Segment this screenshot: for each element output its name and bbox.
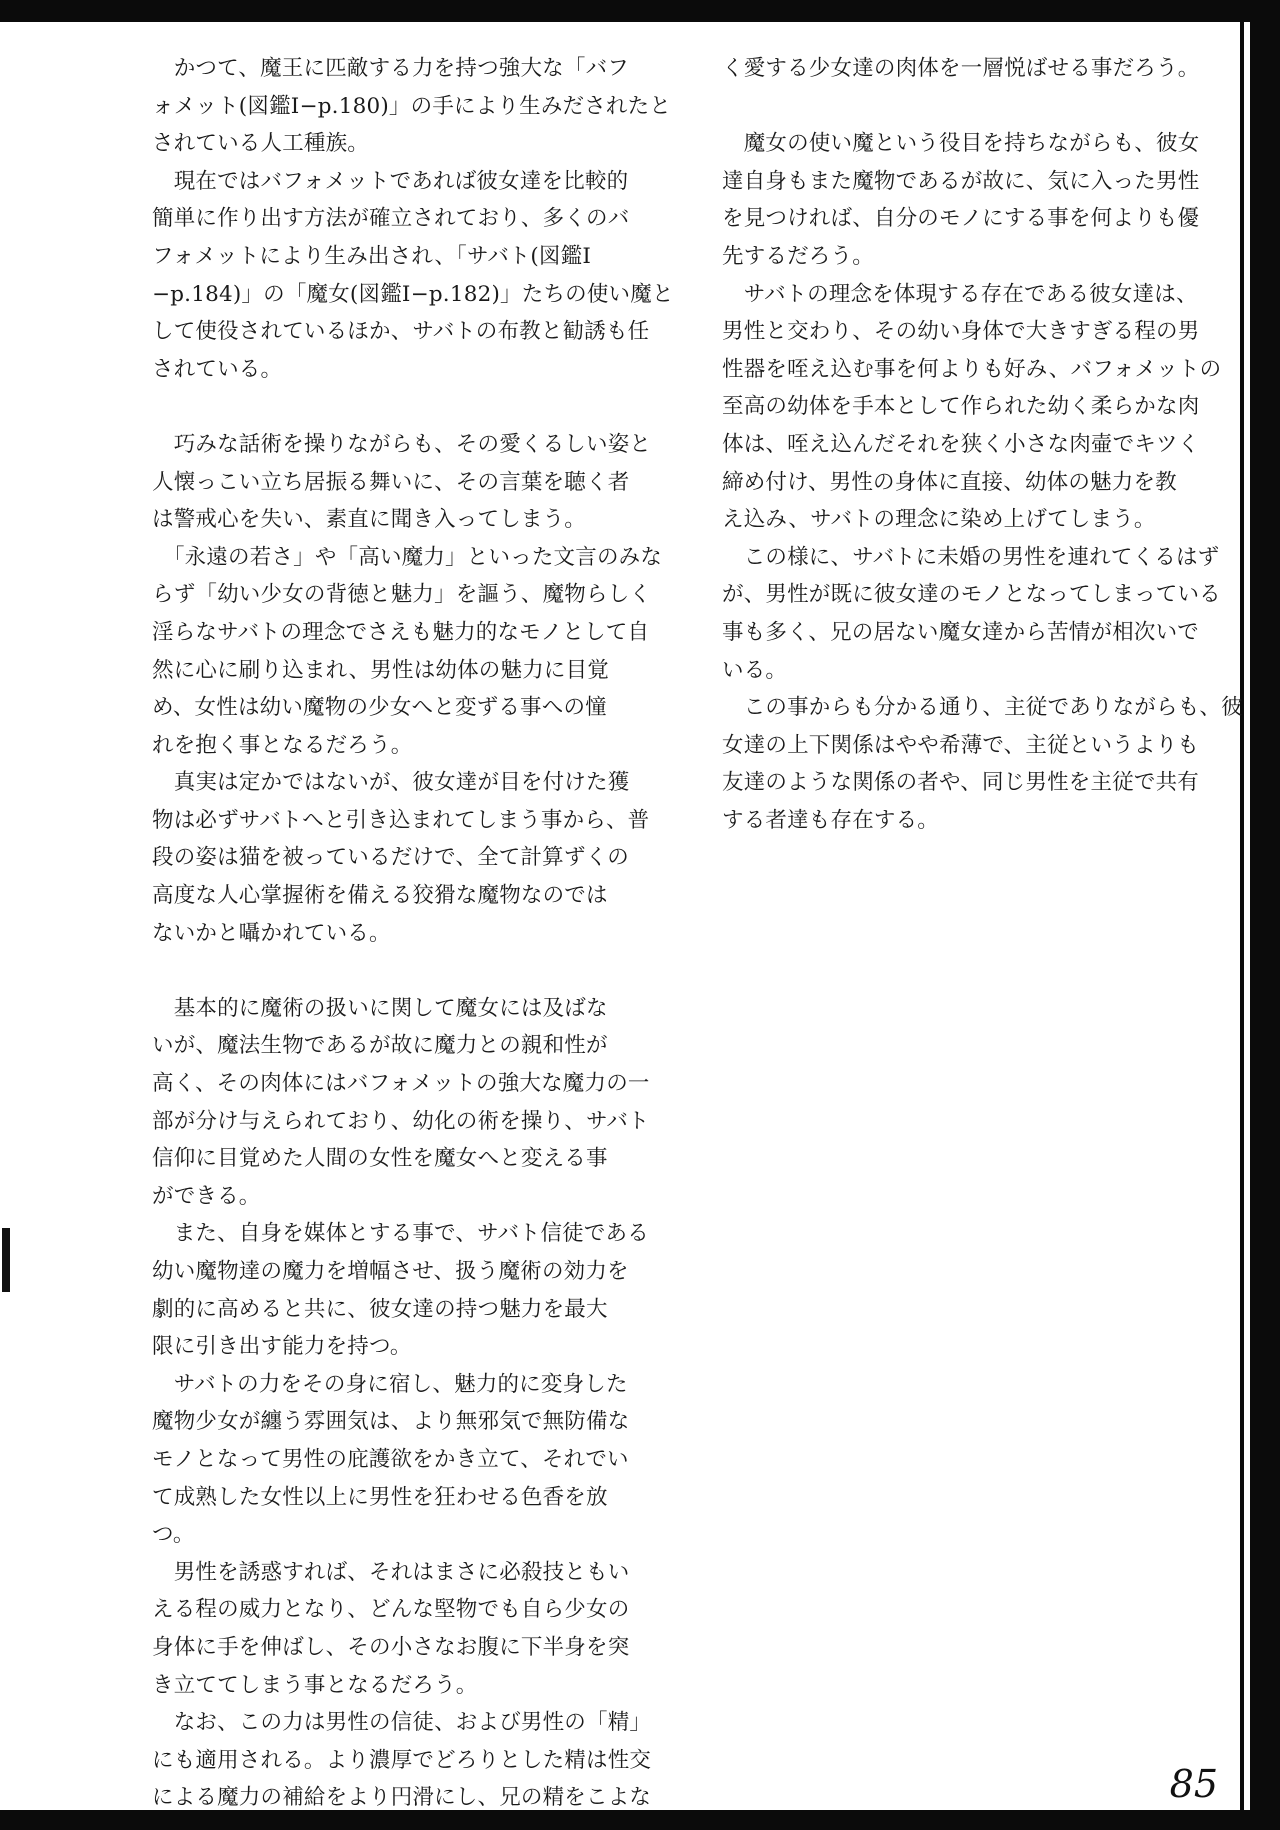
text-line: 真実は定かではないが、彼女達が目を付けた獲	[152, 770, 630, 796]
text-line: 男性を誘惑すれば、それはまさに必殺技ともい	[152, 1559, 630, 1585]
text-line: 淫らなサバトの理念でさえも魅力的なモノとして自	[152, 619, 650, 645]
text-line: 幼い魔物達の魔力を増幅させ、扱う魔術の効力を	[152, 1259, 629, 1284]
text-line: 締め付け、男性の身体に直接、幼体の魅力を教	[722, 469, 1177, 495]
text-line: による魔力の補給をより円滑にし、兄の精をこよな	[152, 1785, 652, 1811]
text-line: 基本的に魔術の扱いに関して魔女には及ばな	[152, 995, 608, 1021]
text-line: 友達のような関係の者や、同じ男性を主従で共有	[722, 770, 1199, 796]
top-border	[0, 0, 1280, 22]
text-line: ができる。	[152, 1183, 261, 1209]
text-line: 然に心に刷り込まれ、男性は幼体の魅力に目覚	[152, 657, 609, 683]
text-line: 人懐っこい立ち居振る舞いに、その言葉を聴く者	[152, 469, 630, 495]
text-line: 高度な人心掌握術を備える狡猾な魔物なのでは	[152, 883, 608, 909]
text-line: ォメット(図鑑Ⅰ−p.180)」の手により生みだされたと	[152, 93, 672, 119]
text-line: にも適用される。より濃厚でどろりとした精は性交	[152, 1747, 652, 1773]
text-line: は警戒心を失い、素直に聞き入ってしまう。	[152, 507, 587, 533]
text-line: −p.184)」の「魔女(図鑑Ⅰ−p.182)」たちの使い魔と	[152, 281, 674, 307]
text-line: モノとなって男性の庇護欲をかき立て、それでい	[152, 1446, 629, 1472]
page-number: 85	[1169, 1762, 1218, 1806]
text-line: なお、この力は男性の信徒、および男性の「精」	[152, 1710, 652, 1736]
text-line: 性器を咥え込む事を何よりも好み、バフォメットの	[722, 356, 1222, 382]
text-line: め、女性は幼い魔物の少女へと変ずる事への憧	[152, 695, 607, 721]
text-line: いる。	[722, 657, 788, 683]
text-line: サバトの力をその身に宿し、魅力的に変身した	[152, 1371, 628, 1397]
text-line: く愛する少女達の肉体を一層悦ばせる事だろう。	[722, 56, 1200, 81]
text-line: 簡単に作り出す方法が確立されており、多くのバ	[152, 206, 630, 232]
text-line: 部が分け与えられており、幼化の術を操り、サバト	[152, 1108, 650, 1134]
text-line: ないかと囁かれている。	[152, 920, 391, 946]
text-line: 体は、咥え込んだそれを狭く小さな肉壷でキツく	[722, 431, 1200, 457]
text-line: されている。	[152, 356, 283, 382]
text-line: されている人工種族。	[152, 131, 370, 157]
text-line: この様に、サバトに未婚の男性を連れてくるはず	[722, 544, 1220, 570]
text-line: 魔女の使い魔という役目を持ちながらも、彼女	[722, 131, 1200, 157]
text-line: 「永遠の若さ」や「高い魔力」といった文言のみな	[152, 544, 663, 570]
text-line	[152, 388, 672, 426]
text-line: して使役されているほか、サバトの布教と勧誘も任	[152, 319, 650, 345]
text-line: て成熟した女性以上に男性を狂わせる色香を放	[152, 1484, 608, 1510]
text-line: つ。	[152, 1522, 195, 1548]
text-line: 物は必ずサバトへと引き込まれてしまう事から、普	[152, 807, 650, 833]
text-line: サバトの理念を体現する存在である彼女達は、	[722, 281, 1198, 307]
text-line: らず「幼い少女の背徳と魅力」を謳う、魔物らしく	[152, 582, 652, 608]
text-line: 現在ではバフォメットであれば彼女達を比較的	[152, 168, 629, 194]
text-line: れを抱く事となるだろう。	[152, 732, 413, 758]
text-line: 至高の幼体を手本として作られた幼く柔らかな肉	[722, 394, 1200, 420]
text-line: 高く、その肉体にはバフォメットの強大な魔力の一	[152, 1071, 650, 1097]
text-line: 劇的に高めると共に、彼女達の持つ魅力を最大	[152, 1296, 608, 1322]
left-edge-mark	[2, 1228, 10, 1292]
text-line: 段の姿は猫を被っているだけで、全て計算ずくの	[152, 845, 629, 871]
text-line: いが、魔法生物であるが故に魔力との親和性が	[152, 1033, 608, 1059]
text-line: 男性と交わり、その幼い身体で大きすぎる程の男	[722, 319, 1200, 345]
text-line: 身体に手を伸ばし、その小さなお腹に下半身を突	[152, 1634, 630, 1660]
text-line: 巧みな話術を操りながらも、その愛くるしい姿と	[152, 431, 652, 457]
text-line: 限に引き出す能力を持つ。	[152, 1334, 412, 1360]
text-line: 事も多く、兄の居ない魔女達から苦情が相次いで	[722, 619, 1199, 645]
text-line	[722, 88, 1242, 126]
text-line: が、男性が既に彼女達のモノとなってしまっている	[722, 582, 1221, 608]
text-line: 魔物少女が纏う雰囲気は、より無邪気で無防備な	[152, 1409, 630, 1435]
right-text-column	[722, 50, 1242, 839]
text-line: また、自身を媒体とする事で、サバト信徒である	[152, 1221, 649, 1247]
text-line: え込み、サバトの理念に染め上げてしまう。	[722, 507, 1156, 533]
text-line: 女達の上下関係はやや希薄で、主従というよりも	[722, 732, 1199, 758]
text-line: かつて、魔王に匹敵する力を持つ強大な「バフ	[152, 56, 629, 81]
left-text-column	[152, 50, 672, 1817]
text-line: える程の威力となり、どんな堅物でも自ら少女の	[152, 1597, 630, 1623]
right-border	[1250, 0, 1280, 1830]
text-line	[152, 952, 672, 990]
text-line: 先するだろう。	[722, 243, 874, 269]
text-line: 達自身もまた魔物であるが故に、気に入った男性	[722, 168, 1200, 194]
text-line: 信仰に目覚めた人間の女性を魔女へと変える事	[152, 1146, 608, 1172]
text-line: を見つければ、自分のモノにする事を何よりも優	[722, 206, 1200, 232]
text-line: き立ててしまう事となるだろう。	[152, 1672, 478, 1698]
text-line: フォメットにより生み出され、「サバト(図鑑Ⅰ	[152, 243, 592, 269]
text-line: する者達も存在する。	[722, 807, 940, 833]
text-line: この事からも分かる通り、主従でありながらも、彼	[722, 695, 1243, 721]
